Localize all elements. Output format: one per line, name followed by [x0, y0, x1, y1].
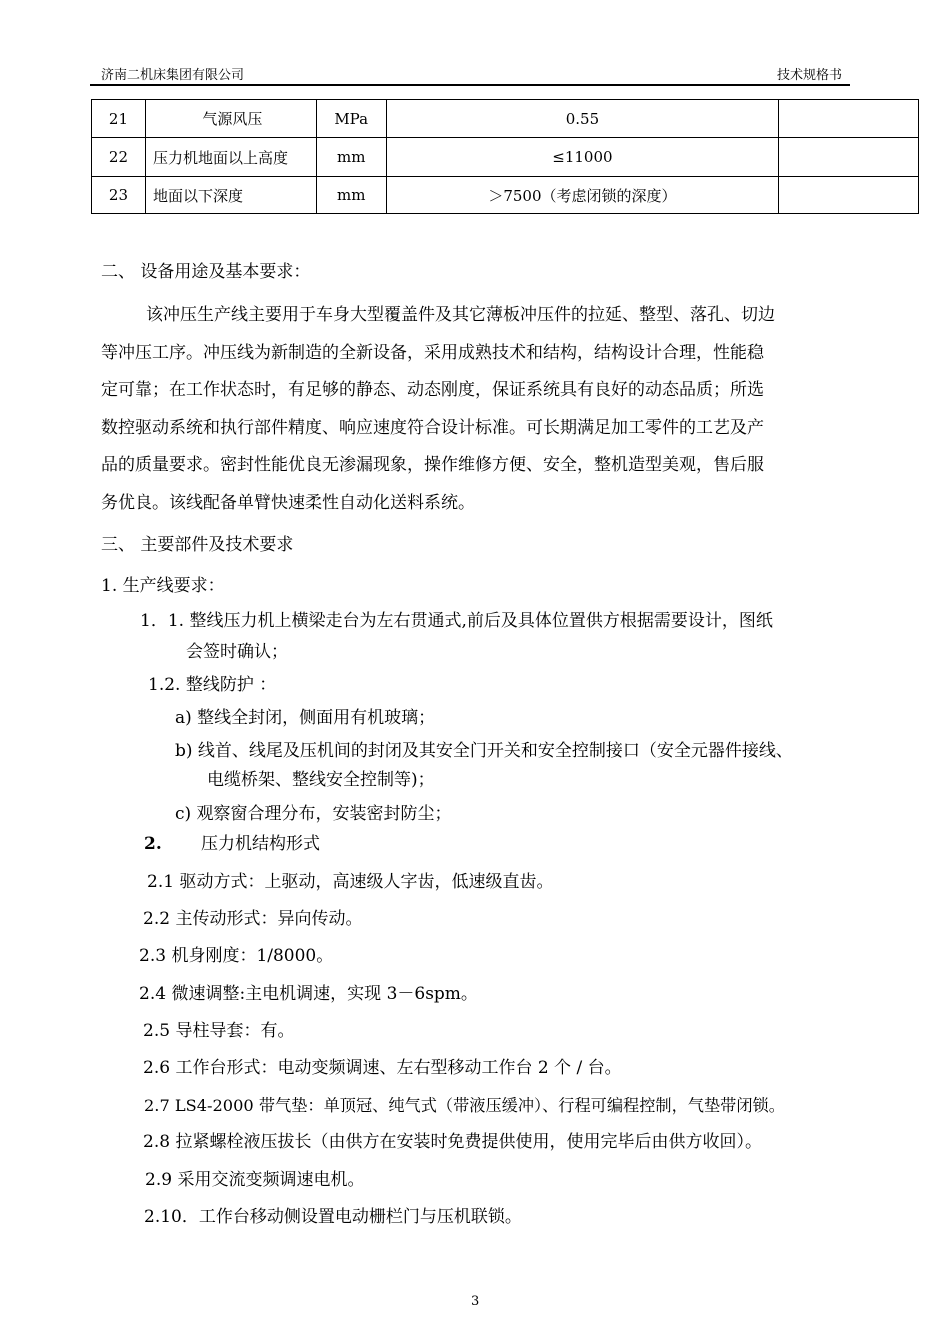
item-2-10: 2.10．工作台移动侧设置电动栅栏门与压机联锁。 — [144, 1207, 522, 1227]
section3-heading: 三、 主要部件及技术要求 — [101, 535, 294, 555]
remark — [779, 177, 919, 214]
table-row — [92, 138, 919, 177]
header-rule — [90, 84, 850, 86]
section2-paragraph — [101, 297, 853, 522]
value: ＞7500（考虑闭锁的深度） — [386, 177, 779, 214]
paragraph-line: 数控驱动系统和执行部件精度、响应速度符合设计标准。可长期满足加工零件的工艺及产 — [101, 417, 764, 438]
item-2-6: 2.6 工作台形式：电动变频调速、左右型移动工作台 2 个 / 台。 — [143, 1058, 622, 1078]
item-2-8: 2.8 拉紧螺栓液压拔长（由供方在安装时免费提供使用，使用完毕后由供方收回）。 — [143, 1132, 762, 1152]
unit: mm — [316, 138, 386, 177]
item-2-5: 2.5 导柱导套：有。 — [143, 1021, 295, 1041]
row-number: 22 — [92, 138, 146, 177]
item-a: a) 整线全封闭，侧面用有机玻璃； — [175, 708, 436, 728]
remark — [779, 138, 919, 177]
parameter-name: 压力机地面以上高度 — [145, 138, 316, 177]
parameter-name: 地面以下深度 — [145, 177, 316, 214]
unit: MPa — [316, 100, 386, 138]
remark — [779, 100, 919, 138]
item-1-1: 1．1. 整线压力机上横梁走台为左右贯通式,前后及具体位置供方根据需要设计，图纸 — [140, 611, 773, 631]
paragraph-line: 品的质量要求。密封性能优良无渗漏现象，操作维修方便、安全，整机造型美观，售后服 — [101, 455, 764, 475]
paragraph-line: 等冲压工序。冲压线为新制造的全新设备，采用成熟技术和结构，结构设计合理，性能稳 — [101, 342, 764, 363]
header-doc-type: 技术规格书 — [777, 68, 843, 83]
table-row — [92, 100, 919, 138]
row-number: 23 — [92, 177, 146, 214]
spec-table — [91, 99, 919, 214]
paragraph-line: 该冲压生产线主要用于车身大型覆盖件及其它薄板冲压件的拉延、整型、落孔、切边 — [146, 305, 775, 325]
item-2-3: 2.3 机身刚度：1/8000。 — [139, 946, 334, 966]
row-number: 21 — [92, 100, 146, 138]
header-company: 济南二机床集团有限公司 — [101, 68, 245, 83]
item-1: 1. 生产线要求： — [101, 576, 225, 596]
item-2-title: 压力机结构形式 — [201, 834, 320, 854]
page-number: 3 — [471, 1294, 480, 1309]
section2-heading: 二、 设备用途及基本要求： — [101, 262, 311, 282]
item-2-2: 2.2 主传动形式：异向传动。 — [143, 909, 363, 929]
item-c: c) 观察窗合理分布，安装密封防尘； — [175, 804, 452, 824]
table-row — [92, 177, 919, 214]
item-1-2: 1.2. 整线防护 ： — [148, 675, 277, 695]
item-b: b) 线首、线尾及压机间的封闭及其安全门开关和安全控制接口（安全元器件接线、 — [175, 741, 793, 761]
value: 0.55 — [386, 100, 779, 138]
value: ≤11000 — [386, 138, 779, 177]
item-2-4: 2.4 微速调整:主电机调速，实现 3－6spm。 — [139, 984, 478, 1004]
unit: mm — [316, 177, 386, 214]
item-2-1: 2.1 驱动方式：上驱动，高速级人字齿，低速级直齿。 — [147, 872, 554, 892]
item-2-7: 2.7 LS4-2000 带气垫：单顶冠、纯气式（带液压缓冲）、行程可编程控制，气垫带闭锁。 — [144, 1096, 785, 1115]
item-b-continued: 电缆桥架、整线安全控制等)； — [207, 770, 435, 790]
item-1-1-continued: 会签时确认； — [186, 642, 288, 662]
parameter-name: 气源风压 — [145, 100, 316, 138]
paragraph-line: 定可靠；在工作状态时，有足够的静态、动态刚度，保证系统具有良好的动态品质；所选 — [101, 380, 764, 400]
paragraph-line: 务优良。该线配备单臂快速柔性自动化送料系统。 — [101, 492, 475, 513]
item-2-number: 2. — [144, 834, 162, 854]
item-2-9: 2.9 采用交流变频调速电机。 — [145, 1170, 365, 1190]
